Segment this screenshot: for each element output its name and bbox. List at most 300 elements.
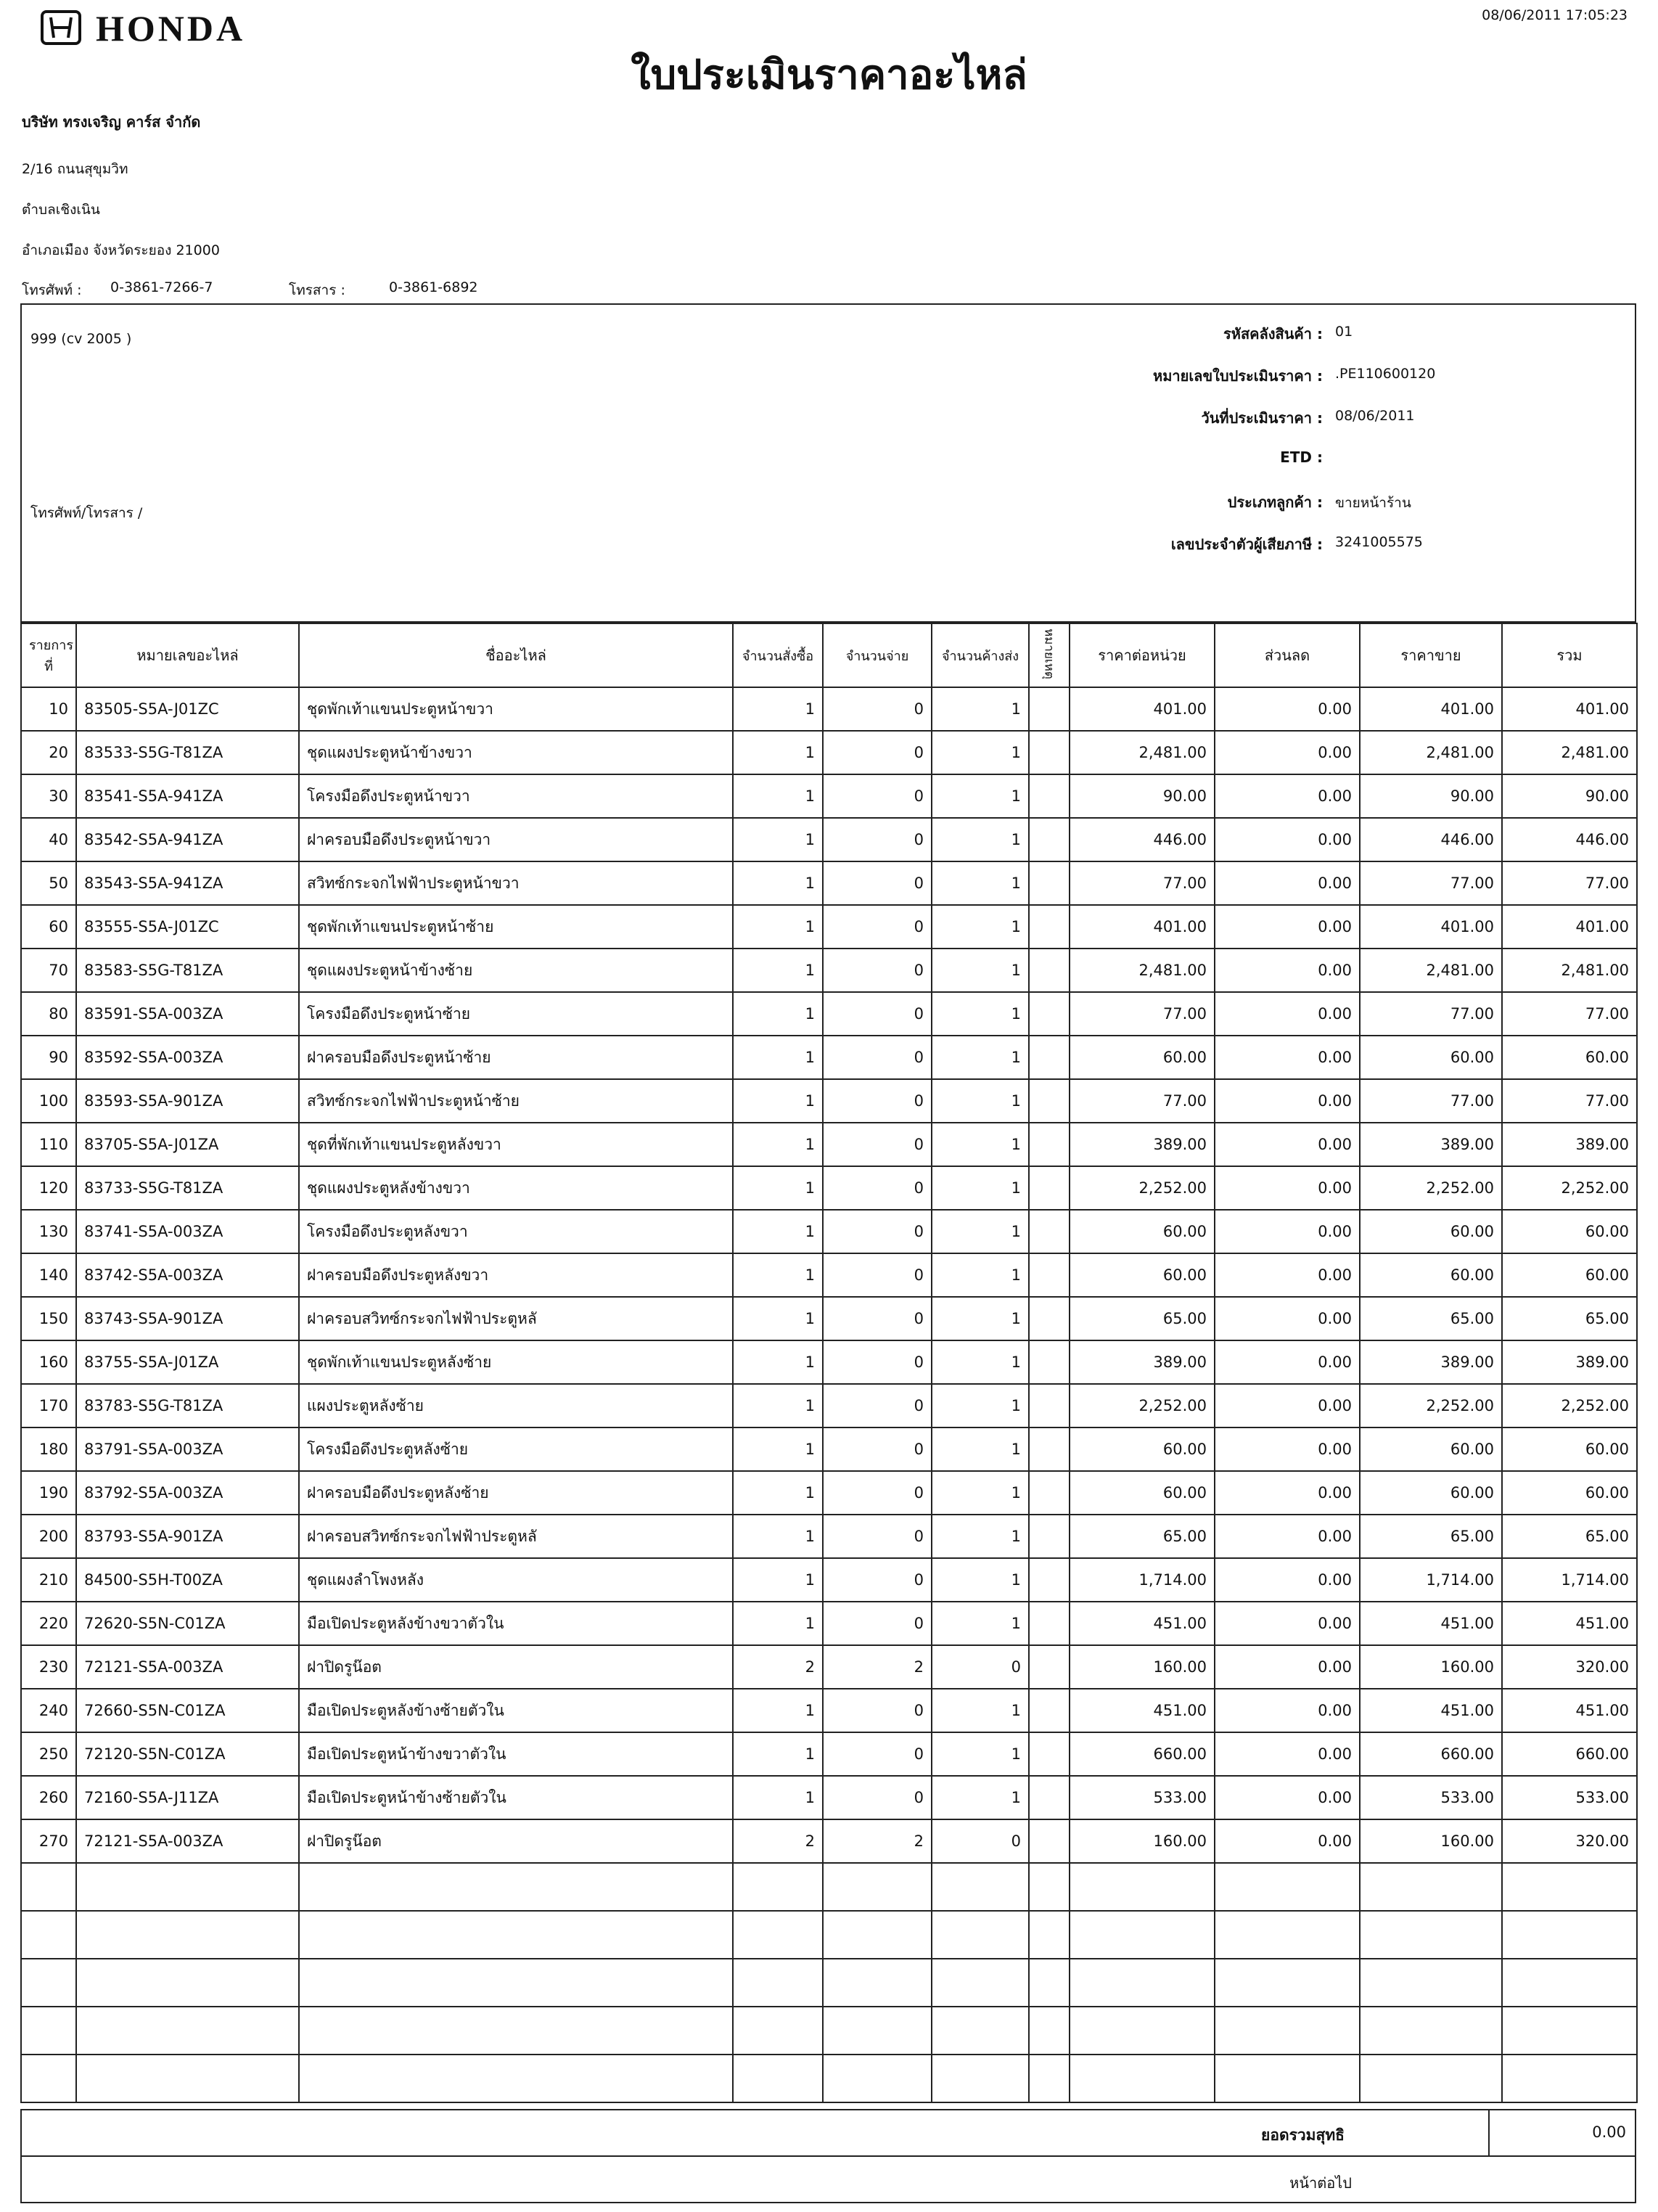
cell-remark [1029,1166,1070,1210]
table-row [21,818,1637,861]
cell-sale-price: 65.00 [1360,1297,1502,1340]
cell-issued-qty: 0 [823,774,932,818]
cell-discount: 0.00 [1215,1558,1360,1602]
empty-cell [299,1959,733,2007]
cell-issued-qty: 0 [823,1253,932,1297]
cell-order-qty: 2 [733,1819,823,1863]
cell-order-qty: 1 [733,774,823,818]
cell-sale-price: 1,714.00 [1360,1558,1502,1602]
cell-issued-qty: 0 [823,1340,932,1384]
empty-cell [932,1959,1029,2007]
table-row [21,687,1637,731]
cell-sale-price: 451.00 [1360,1689,1502,1732]
cell-part-name: มือเปิดประตูหลังข้างซ้ายตัวใน [299,1689,733,1732]
cell-sale-price: 60.00 [1360,1471,1502,1515]
cell-backorder-qty: 1 [932,687,1029,731]
cell-order-qty: 1 [733,1079,823,1123]
cell-sale-price: 60.00 [1360,1253,1502,1297]
empty-table-row [21,1959,1637,2007]
cell-sale-price: 77.00 [1360,861,1502,905]
empty-cell [733,2055,823,2102]
cell-sale-price: 2,481.00 [1360,949,1502,992]
cell-issued-qty: 0 [823,1689,932,1732]
cell-unit-price: 65.00 [1070,1515,1215,1558]
cell-unit-price: 533.00 [1070,1776,1215,1819]
cell-part-no: 83733-S5G-T81ZA [76,1166,299,1210]
empty-cell [1029,1959,1070,2007]
empty-cell [1029,2007,1070,2055]
cell-backorder-qty: 1 [932,992,1029,1036]
cell-part-name: มือเปิดประตูหน้าข้างซ้ายตัวใน [299,1776,733,1819]
cell-item-no: 100 [21,1079,76,1123]
cell-sale-price: 401.00 [1360,905,1502,949]
cell-unit-price: 77.00 [1070,1079,1215,1123]
empty-cell [1502,1863,1637,1911]
cell-part-no: 83742-S5A-003ZA [76,1253,299,1297]
cell-item-no: 270 [21,1819,76,1863]
empty-cell [823,2055,932,2102]
cell-unit-price: 401.00 [1070,687,1215,731]
cell-unit-price: 389.00 [1070,1340,1215,1384]
cell-order-qty: 1 [733,1036,823,1079]
cell-issued-qty: 0 [823,1210,932,1253]
cell-item-no: 250 [21,1732,76,1776]
cell-sale-price: 533.00 [1360,1776,1502,1819]
col-header-sale-price: ราคาขาย [1360,623,1502,687]
cell-part-no: 83783-S5G-T81ZA [76,1384,299,1427]
cell-part-no: 84500-S5H-T00ZA [76,1558,299,1602]
cell-part-no: 83741-S5A-003ZA [76,1210,299,1253]
cell-remark [1029,1297,1070,1340]
cell-order-qty: 1 [733,687,823,731]
cell-issued-qty: 2 [823,1819,932,1863]
cell-item-no: 80 [21,992,76,1036]
cell-discount: 0.00 [1215,1210,1360,1253]
cell-discount: 0.00 [1215,1776,1360,1819]
table-row [21,1384,1637,1427]
cell-issued-qty: 0 [823,1515,932,1558]
cell-part-name: ฝาครอบมือดึงประตูหลังขวา [299,1253,733,1297]
cell-item-no: 150 [21,1297,76,1340]
cell-issued-qty: 0 [823,992,932,1036]
cell-discount: 0.00 [1215,1515,1360,1558]
cell-discount: 0.00 [1215,1036,1360,1079]
cell-item-no: 160 [21,1340,76,1384]
cell-item-no: 50 [21,861,76,905]
cell-remark [1029,949,1070,992]
tax-id-value: 3241005575 [1335,534,1423,550]
cell-order-qty: 2 [733,1645,823,1689]
col-header-remark [1029,623,1070,687]
cell-unit-price: 60.00 [1070,1427,1215,1471]
etd-label: ETD : [1280,448,1323,466]
table-row [21,1253,1637,1297]
cell-backorder-qty: 1 [932,949,1029,992]
cell-unit-price: 451.00 [1070,1602,1215,1645]
empty-cell [1360,2007,1502,2055]
empty-cell [1029,1863,1070,1911]
cell-discount: 0.00 [1215,1689,1360,1732]
cell-backorder-qty: 1 [932,1079,1029,1123]
cell-item-no: 10 [21,687,76,731]
estimate-date-label: วันที่ประเมินราคา : [1201,409,1323,427]
cell-discount: 0.00 [1215,774,1360,818]
table-row [21,1602,1637,1645]
cell-part-no: 83755-S5A-J01ZA [76,1340,299,1384]
cell-order-qty: 1 [733,905,823,949]
cell-total: 77.00 [1502,1079,1637,1123]
cell-total: 65.00 [1502,1297,1637,1340]
cell-discount: 0.00 [1215,1340,1360,1384]
cell-total: 533.00 [1502,1776,1637,1819]
empty-cell [733,1863,823,1911]
cell-remark [1029,905,1070,949]
cell-sale-price: 77.00 [1360,1079,1502,1123]
cell-part-no: 83705-S5A-J01ZA [76,1123,299,1166]
cell-total: 389.00 [1502,1123,1637,1166]
table-row [21,992,1637,1036]
empty-cell [299,1911,733,1959]
cell-backorder-qty: 1 [932,1602,1029,1645]
table-row [21,1297,1637,1340]
cell-issued-qty: 0 [823,905,932,949]
cell-unit-price: 60.00 [1070,1471,1215,1515]
empty-table-row [21,2055,1637,2102]
cell-backorder-qty: 1 [932,1515,1029,1558]
parts-table [20,623,1638,2103]
cell-total: 60.00 [1502,1427,1637,1471]
next-page-label: หน้าต่อไป [1289,2174,1352,2192]
cell-remark [1029,1819,1070,1863]
cell-order-qty: 1 [733,949,823,992]
col-header-unit-price: ราคาต่อหน่วย [1070,623,1215,687]
table-row [21,1776,1637,1819]
cell-item-no: 240 [21,1689,76,1732]
cell-part-name: ชุดพักเท้าแขนประตูหน้าขวา [299,687,733,731]
empty-cell [1502,1959,1637,2007]
cell-issued-qty: 0 [823,1602,932,1645]
table-row [21,949,1637,992]
cell-issued-qty: 0 [823,949,932,992]
cell-order-qty: 1 [733,1602,823,1645]
cell-part-name: ชุดแผงประตูหน้าข้างขวา [299,731,733,774]
cell-part-name: มือเปิดประตูหลังข้างขวาตัวใน [299,1602,733,1645]
empty-cell [1215,1959,1360,2007]
cell-remark [1029,1340,1070,1384]
cell-sale-price: 60.00 [1360,1036,1502,1079]
cell-part-name: ชุดแผงลำโพงหลัง [299,1558,733,1602]
empty-cell [733,2007,823,2055]
cell-backorder-qty: 1 [932,1776,1029,1819]
empty-table-row [21,2007,1637,2055]
cell-sale-price: 401.00 [1360,687,1502,731]
print-timestamp: 08/06/2011 17:05:23 [1482,7,1628,23]
cell-total: 2,252.00 [1502,1166,1637,1210]
empty-cell [1029,2055,1070,2102]
cell-part-no: 83793-S5A-901ZA [76,1515,299,1558]
table-row [21,1558,1637,1602]
fax-value: 0-3861-6892 [389,279,478,295]
cell-backorder-qty: 1 [932,774,1029,818]
col-header-part-name: ชื่ออะไหล่ [299,623,733,687]
cell-order-qty: 1 [733,1471,823,1515]
cell-remark [1029,1123,1070,1166]
cell-part-no: 72620-S5N-C01ZA [76,1602,299,1645]
cell-part-name: มือเปิดประตูหน้าข้างขวาตัวใน [299,1732,733,1776]
empty-cell [1070,2055,1215,2102]
cell-unit-price: 2,252.00 [1070,1166,1215,1210]
table-row [21,1689,1637,1732]
cell-remark [1029,1210,1070,1253]
col-header-order-qty: จำนวนสั่งซื้อ [733,623,823,687]
cell-discount: 0.00 [1215,1253,1360,1297]
cell-total: 2,481.00 [1502,731,1637,774]
cell-part-no: 72121-S5A-003ZA [76,1645,299,1689]
empty-cell [1070,2007,1215,2055]
cell-part-no: 72120-S5N-C01ZA [76,1732,299,1776]
cell-part-no: 83743-S5A-901ZA [76,1297,299,1340]
customer-info-box [20,303,1636,623]
table-row [21,1079,1637,1123]
cell-part-name: โครงมือดึงประตูหน้าขวา [299,774,733,818]
cell-discount: 0.00 [1215,905,1360,949]
cell-item-no: 220 [21,1602,76,1645]
empty-cell [932,1911,1029,1959]
empty-cell [76,1863,299,1911]
table-row [21,774,1637,818]
cell-issued-qty: 0 [823,1036,932,1079]
cell-order-qty: 1 [733,1689,823,1732]
cell-part-name: ชุดพักเท้าแขนประตูหลังซ้าย [299,1340,733,1384]
cell-order-qty: 1 [733,1166,823,1210]
cell-item-no: 170 [21,1384,76,1427]
cell-part-no: 83542-S5A-941ZA [76,818,299,861]
cell-sale-price: 2,252.00 [1360,1384,1502,1427]
cell-total: 1,714.00 [1502,1558,1637,1602]
empty-cell [1502,1911,1637,1959]
empty-table-row [21,1863,1637,1911]
empty-cell [21,1863,76,1911]
table-row [21,905,1637,949]
cell-issued-qty: 2 [823,1645,932,1689]
table-row [21,1036,1637,1079]
phone-value: 0-3861-7266-7 [110,279,213,295]
cell-issued-qty: 0 [823,1297,932,1340]
company-name: บริษัท ทรงเจริญ คาร์ส จำกัด [22,113,201,131]
empty-cell [932,2007,1029,2055]
cell-sale-price: 446.00 [1360,818,1502,861]
cell-unit-price: 160.00 [1070,1819,1215,1863]
cell-remark [1029,818,1070,861]
cell-discount: 0.00 [1215,1166,1360,1210]
cell-part-no: 83541-S5A-941ZA [76,774,299,818]
cell-part-no: 72660-S5N-C01ZA [76,1689,299,1732]
cell-item-no: 40 [21,818,76,861]
cell-item-no: 190 [21,1471,76,1515]
net-total-row [20,2109,1636,2157]
cell-discount: 0.00 [1215,731,1360,774]
cell-discount: 0.00 [1215,1123,1360,1166]
cell-sale-price: 160.00 [1360,1645,1502,1689]
cell-order-qty: 1 [733,1253,823,1297]
empty-cell [76,2007,299,2055]
table-row [21,1427,1637,1471]
cell-order-qty: 1 [733,731,823,774]
cell-part-name: ฝาครอบมือดึงประตูหน้าซ้าย [299,1036,733,1079]
empty-cell [76,1959,299,2007]
cell-sale-price: 2,481.00 [1360,731,1502,774]
table-row [21,1340,1637,1384]
table-row [21,731,1637,774]
cell-unit-price: 60.00 [1070,1036,1215,1079]
cell-remark [1029,1515,1070,1558]
cell-issued-qty: 0 [823,1776,932,1819]
cell-unit-price: 77.00 [1070,992,1215,1036]
cell-unit-price: 446.00 [1070,818,1215,861]
cell-backorder-qty: 1 [932,1253,1029,1297]
cell-part-name: ฝาครอบมือดึงประตูหลังซ้าย [299,1471,733,1515]
cell-discount: 0.00 [1215,1079,1360,1123]
empty-cell [823,1959,932,2007]
cell-backorder-qty: 0 [932,1645,1029,1689]
cell-remark [1029,1776,1070,1819]
cell-part-no: 83591-S5A-003ZA [76,992,299,1036]
cell-discount: 0.00 [1215,1297,1360,1340]
cell-item-no: 30 [21,774,76,818]
cell-sale-price: 60.00 [1360,1427,1502,1471]
empty-cell [1215,1863,1360,1911]
cell-order-qty: 1 [733,1732,823,1776]
cell-backorder-qty: 1 [932,1689,1029,1732]
cell-issued-qty: 0 [823,818,932,861]
table-row [21,1166,1637,1210]
cell-unit-price: 90.00 [1070,774,1215,818]
cell-issued-qty: 0 [823,731,932,774]
cell-unit-price: 160.00 [1070,1645,1215,1689]
empty-cell [733,1959,823,2007]
cell-backorder-qty: 1 [932,1340,1029,1384]
next-page-row [20,2155,1636,2203]
empty-cell [21,1959,76,2007]
cell-item-no: 20 [21,731,76,774]
cell-backorder-qty: 1 [932,731,1029,774]
cell-item-no: 130 [21,1210,76,1253]
empty-cell [1029,1911,1070,1959]
cell-part-name: ฝาครอบสวิทซ์กระจกไฟฟ้าประตูหลั [299,1297,733,1340]
warehouse-code-label: รหัสคลังสินค้า : [1223,325,1323,343]
col-header-item-no: รายการที่ [21,623,76,687]
cell-part-name: สวิทซ์กระจกไฟฟ้าประตูหน้าขวา [299,861,733,905]
warehouse-code-value: 01 [1335,324,1353,340]
empty-cell [21,1911,76,1959]
address-line-3: อำเภอเมือง จังหวัดระยอง 21000 [22,242,220,258]
cell-issued-qty: 0 [823,1384,932,1427]
cell-order-qty: 1 [733,992,823,1036]
cell-total: 2,252.00 [1502,1384,1637,1427]
cell-discount: 0.00 [1215,1819,1360,1863]
empty-cell [823,1911,932,1959]
cell-backorder-qty: 1 [932,1297,1029,1340]
cell-backorder-qty: 1 [932,1166,1029,1210]
cell-order-qty: 1 [733,1123,823,1166]
cell-backorder-qty: 1 [932,1558,1029,1602]
empty-cell [21,2055,76,2102]
empty-cell [299,2055,733,2102]
empty-cell [76,1911,299,1959]
empty-cell [823,2007,932,2055]
cell-backorder-qty: 1 [932,1210,1029,1253]
cell-total: 451.00 [1502,1602,1637,1645]
cell-part-no: 83592-S5A-003ZA [76,1036,299,1079]
cell-sale-price: 660.00 [1360,1732,1502,1776]
cell-item-no: 180 [21,1427,76,1471]
cell-part-name: ฝาครอบมือดึงประตูหน้าขวา [299,818,733,861]
cell-part-no: 83555-S5A-J01ZC [76,905,299,949]
cell-issued-qty: 0 [823,1123,932,1166]
cell-item-no: 210 [21,1558,76,1602]
cell-total: 660.00 [1502,1732,1637,1776]
cell-issued-qty: 0 [823,1732,932,1776]
cell-issued-qty: 0 [823,1166,932,1210]
cell-order-qty: 1 [733,1384,823,1427]
cell-total: 320.00 [1502,1819,1637,1863]
table-row [21,861,1637,905]
cell-discount: 0.00 [1215,949,1360,992]
cell-unit-price: 451.00 [1070,1689,1215,1732]
cell-unit-price: 660.00 [1070,1732,1215,1776]
table-row [21,1732,1637,1776]
customer-code: 999 (cv 2005 ) [30,331,132,347]
col-header-backorder-qty: จำนวนค้างส่ง [932,623,1029,687]
cell-unit-price: 77.00 [1070,861,1215,905]
cell-total: 2,481.00 [1502,949,1637,992]
estimate-date-value: 08/06/2011 [1335,408,1415,424]
table-row [21,1515,1637,1558]
cell-remark [1029,1079,1070,1123]
cell-part-name: ฝาปิดรูน๊อต [299,1819,733,1863]
cell-remark [1029,992,1070,1036]
table-row [21,1471,1637,1515]
cell-item-no: 120 [21,1166,76,1210]
cell-item-no: 260 [21,1776,76,1819]
cell-remark [1029,774,1070,818]
estimate-number-value: .PE110600120 [1335,366,1436,382]
cell-backorder-qty: 1 [932,818,1029,861]
empty-cell [932,1863,1029,1911]
cell-total: 60.00 [1502,1253,1637,1297]
cell-part-no: 83791-S5A-003ZA [76,1427,299,1471]
cell-total: 60.00 [1502,1036,1637,1079]
cell-order-qty: 1 [733,1340,823,1384]
cell-part-name: ชุดแผงประตูหลังข้างขวา [299,1166,733,1210]
cell-unit-price: 2,481.00 [1070,949,1215,992]
empty-cell [1502,2007,1637,2055]
empty-cell [1502,2055,1637,2102]
cell-discount: 0.00 [1215,1645,1360,1689]
col-header-discount: ส่วนลด [1215,623,1360,687]
cell-part-no: 83583-S5G-T81ZA [76,949,299,992]
cell-part-no: 83505-S5A-J01ZC [76,687,299,731]
cell-part-name: ชุดที่พักเท้าแขนประตูหลังขวา [299,1123,733,1166]
empty-cell [76,2055,299,2102]
empty-cell [733,1911,823,1959]
cell-unit-price: 389.00 [1070,1123,1215,1166]
cell-item-no: 110 [21,1123,76,1166]
cell-discount: 0.00 [1215,861,1360,905]
cell-total: 401.00 [1502,687,1637,731]
cell-part-name: ฝาครอบสวิทซ์กระจกไฟฟ้าประตูหลั [299,1515,733,1558]
cell-backorder-qty: 0 [932,1819,1029,1863]
